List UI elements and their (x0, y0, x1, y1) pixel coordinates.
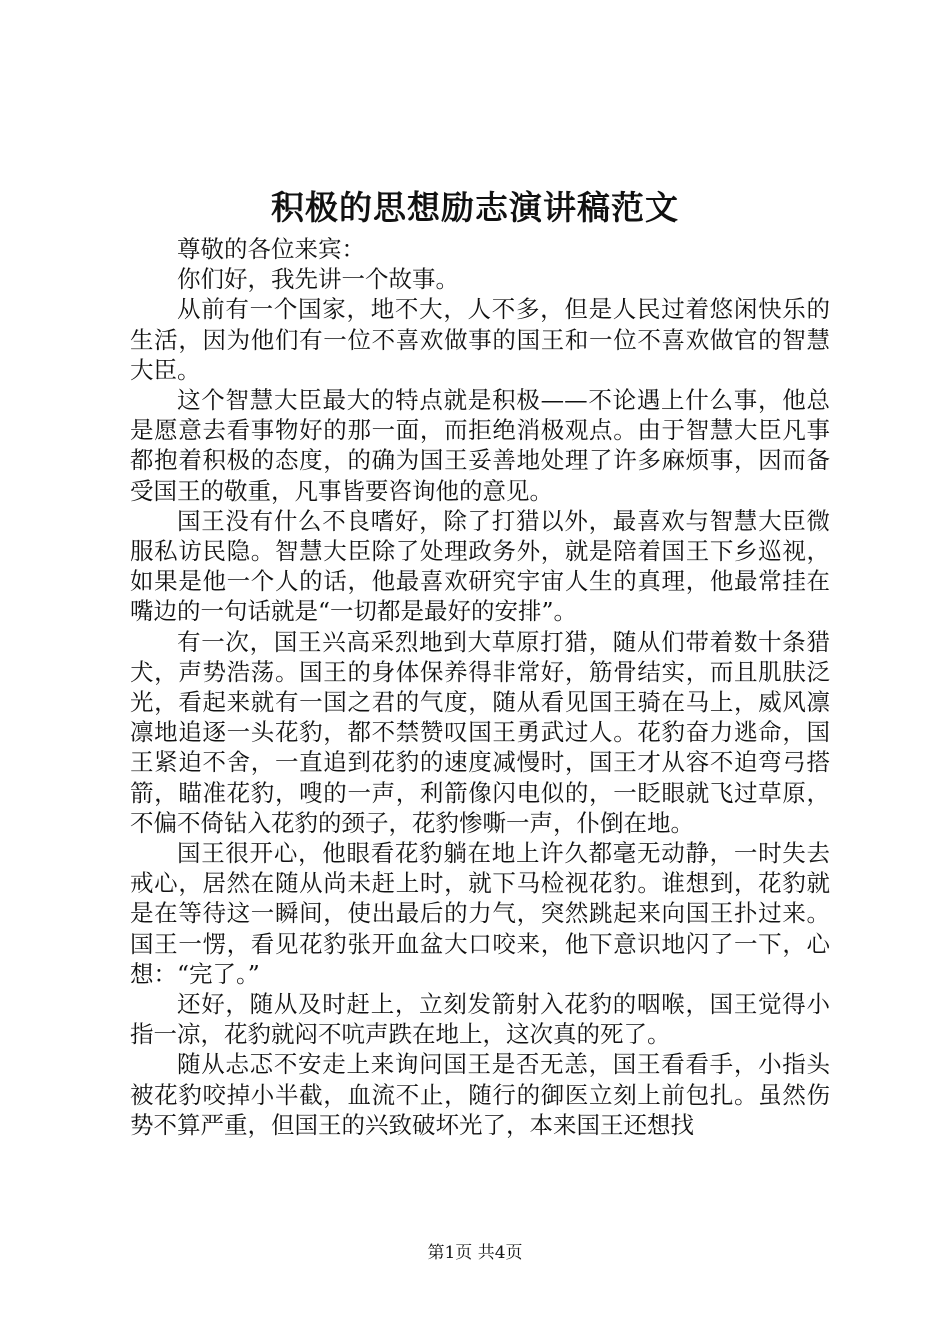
body-paragraph: 有一次，国王兴高采烈地到大草原打猎，随从们带着数十条猎犬，声势浩荡。国王的身体保养得非常好，筋骨结实，而且肌肤泛光，看起来就有一国之君的气度，随从看见国王骑在马上，威风凛凛地追逐一头花豹，都不禁赞叹国王勇武过人。花豹奋力逃命，国王紧迫不舍，一直追到花豹的速度减慢时，国王才从容不迫弯弓搭箭，瞄准花豹，嗖的一声，利箭像闪电似的，一眨眼就飞过草原，不偏不倚钻入花豹的颈子，花豹惨嘶一声，仆倒在地。 (130, 627, 830, 837)
body-paragraph: 从前有一个国家，地不大，人不多，但是人民过着悠闲快乐的生活，因为他们有一位不喜欢做事的国王和一位不喜欢做官的智慧大臣。 (130, 295, 830, 384)
body-paragraph: 国王很开心，他眼看花豹躺在地上许久都毫无动静，一时失去戒心，居然在随从尚未赶上时，就下马检视花豹。谁想到，花豹就是在等待这一瞬间，使出最后的力气，突然跳起来向国王扑过来。国王一愣，看见花豹张开血盆大口咬来，他下意识地闪了一下，心想：“完了。” (130, 839, 830, 988)
body-paragraph: 这个智慧大臣最大的特点就是积极——不论遇上什么事，他总是愿意去看事物好的那一面，而拒绝消极观点。由于智慧大臣凡事都抱着积极的态度，的确为国王妥善地处理了许多麻烦事，因而备受国王的敬重，凡事皆要咨询他的意见。 (130, 386, 830, 505)
page-number-footer: 第1页 共4页 (427, 1243, 523, 1263)
body-paragraph: 还好，随从及时赶上，立刻发箭射入花豹的咽喉，国王觉得小指一凉，花豹就闷不吭声跌在地上，这次真的死了。 (130, 990, 830, 1049)
greeting-paragraph: 你们好，我先讲一个故事。 (177, 265, 459, 294)
salutation: 尊敬的各位来宾： (177, 235, 365, 263)
body-paragraph: 国王没有什么不良嗜好，除了打猎以外，最喜欢与智慧大臣微服私访民隐。智慧大臣除了处理政务外，就是陪着国王下乡巡视，如果是他一个人的话，他最喜欢研究宇宙人生的真理，他最常挂在嘴边的一句话就是“一切都是最好的安排”。 (130, 506, 830, 626)
document-body (130, 234, 830, 1140)
body-paragraph: 随从忐忑不安走上来询问国王是否无恙，国王看看手，小指头被花豹咬掉小半截，血流不止，随行的御医立刻上前包扎。虽然伤势不算严重，但国王的兴致破坏光了，本来国王还想找 (130, 1050, 830, 1139)
document-title: 积极的思想励志演讲稿范文 (271, 188, 679, 227)
